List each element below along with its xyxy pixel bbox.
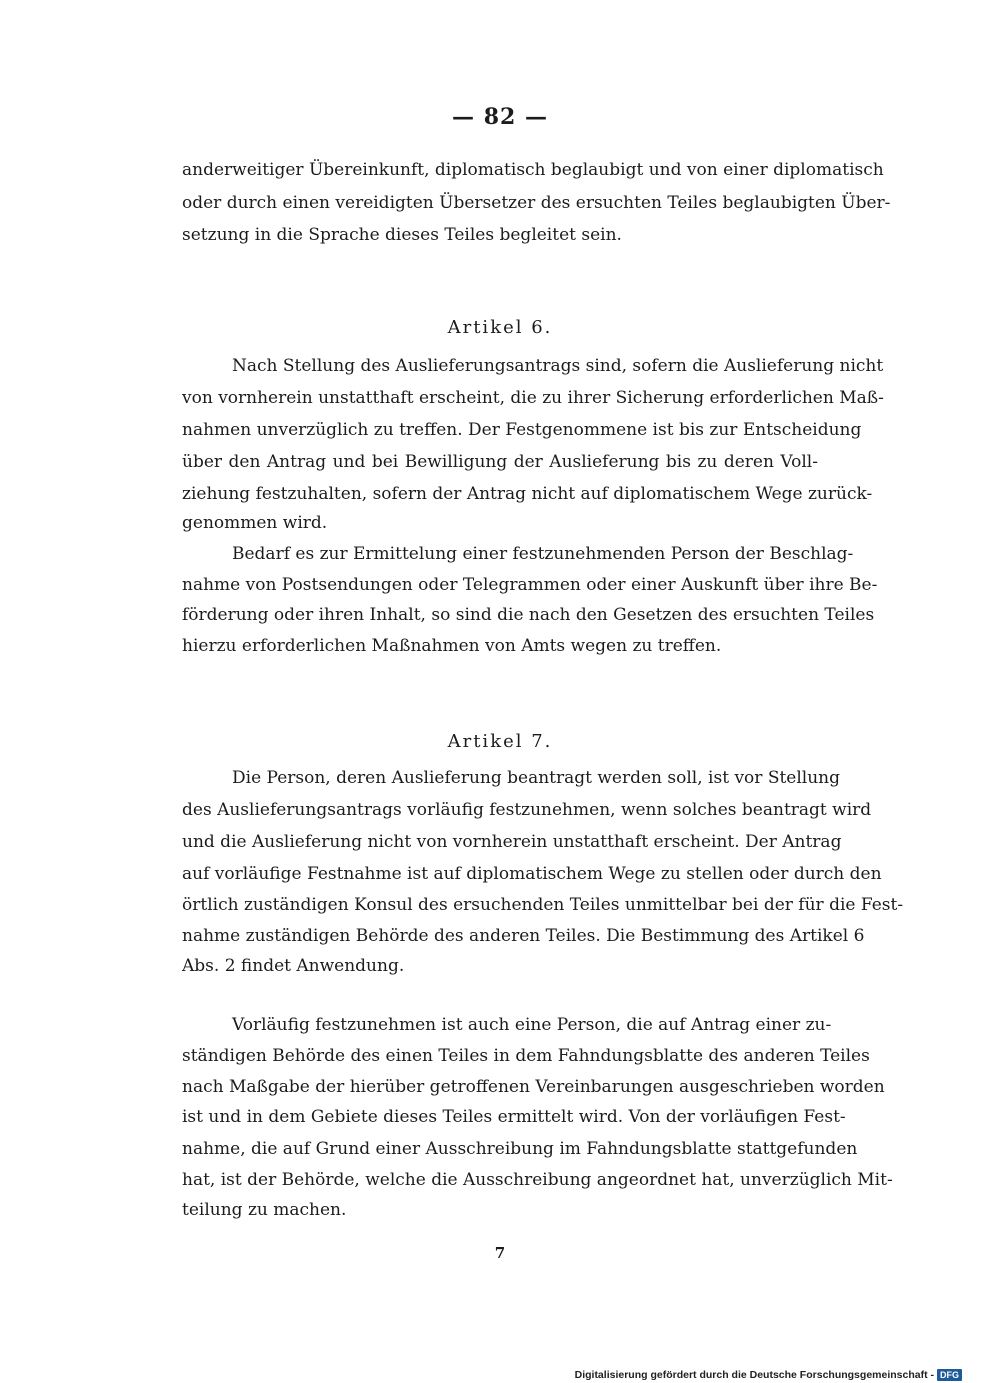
text-line: Abs. 2 findet Anwendung. xyxy=(182,956,405,976)
text-line: Bedarf es zur Ermittelung einer festzunehmenden Person der Beschlag- xyxy=(232,544,854,564)
text-line: ständigen Behörde des einen Teiles in dem Fahndungsblatte des anderen Teiles xyxy=(182,1046,870,1066)
text-line: Vorläufig festzunehmen ist auch eine Person, die auf Antrag einer zu- xyxy=(232,1015,832,1035)
article-6-heading: Artikel 6. xyxy=(447,317,553,338)
text-line: nahme, die auf Grund einer Ausschreibung im Fahndungsblatte stattgefunden xyxy=(182,1139,858,1159)
text-line: oder durch einen vereidigten Übersetzer des ersuchten Teiles beglaubigten Über- xyxy=(182,193,891,213)
text-line: förderung oder ihren Inhalt, so sind die nach den Gesetzen des ersuchten Teiles xyxy=(182,605,875,625)
text-line: hat, ist der Behörde, welche die Ausschreibung angeordnet hat, unverzüglich Mit- xyxy=(182,1170,893,1190)
text-line: teilung zu machen. xyxy=(182,1200,347,1220)
text-line: über den Antrag und bei Bewilligung der Auslieferung bis zu deren Voll- xyxy=(182,452,818,472)
text-line: Die Person, deren Auslieferung beantragt werden soll, ist vor Stellung xyxy=(232,768,841,788)
text-line: setzung in die Sprache dieses Teiles begleitet sein. xyxy=(182,225,622,245)
digitization-footer xyxy=(575,1369,962,1381)
text-line: anderweitiger Übereinkunft, diplomatisch beglaubigt und von einer diplomatisch xyxy=(182,160,884,180)
text-line: auf vorläufige Festnahme ist auf diplomatischem Wege zu stellen oder durch den xyxy=(182,864,882,884)
text-line: von vornherein unstatthaft erscheint, die zu ihrer Sicherung erforderlichen Maß- xyxy=(182,388,884,408)
text-line: ziehung festzuhalten, sofern der Antrag nicht auf diplomatischem Wege zurück- xyxy=(182,484,873,504)
text-line: örtlich zuständigen Konsul des ersuchenden Teiles unmittelbar bei der für die Fest- xyxy=(182,895,904,915)
text-line: ist und in dem Gebiete dieses Teiles ermittelt wird. Von der vorläufigen Fest- xyxy=(182,1107,846,1127)
sheet-signature-mark: 7 xyxy=(494,1244,506,1262)
text-line: nahmen unverzüglich zu treffen. Der Festgenommene ist bis zur Entscheidung xyxy=(182,420,862,440)
dfg-logo: DFG xyxy=(937,1369,962,1381)
text-line: nahme von Postsendungen oder Telegrammen oder einer Auskunft über ihre Be- xyxy=(182,575,878,595)
text-line: hierzu erforderlichen Maßnahmen von Amts wegen zu treffen. xyxy=(182,636,722,656)
page-number-header: — 82 — xyxy=(452,104,548,130)
article-7-heading: Artikel 7. xyxy=(447,731,553,752)
text-line: und die Auslieferung nicht von vornherein unstatthaft erscheint. Der Antrag xyxy=(182,832,842,852)
footer-text: Digitalisierung gefördert durch die Deutsche Forschungsgemeinschaft - xyxy=(574,1369,934,1381)
text-line: genommen wird. xyxy=(182,513,328,533)
text-line: Nach Stellung des Auslieferungsantrags sind, sofern die Auslieferung nicht xyxy=(232,356,884,376)
text-line: nahme zuständigen Behörde des anderen Teiles. Die Bestimmung des Artikel 6 xyxy=(182,926,865,946)
text-line: nach Maßgabe der hierüber getroffenen Vereinbarungen ausgeschrieben worden xyxy=(182,1077,885,1097)
text-line: des Auslieferungsantrags vorläufig festzunehmen, wenn solches beantragt wird xyxy=(182,800,872,820)
